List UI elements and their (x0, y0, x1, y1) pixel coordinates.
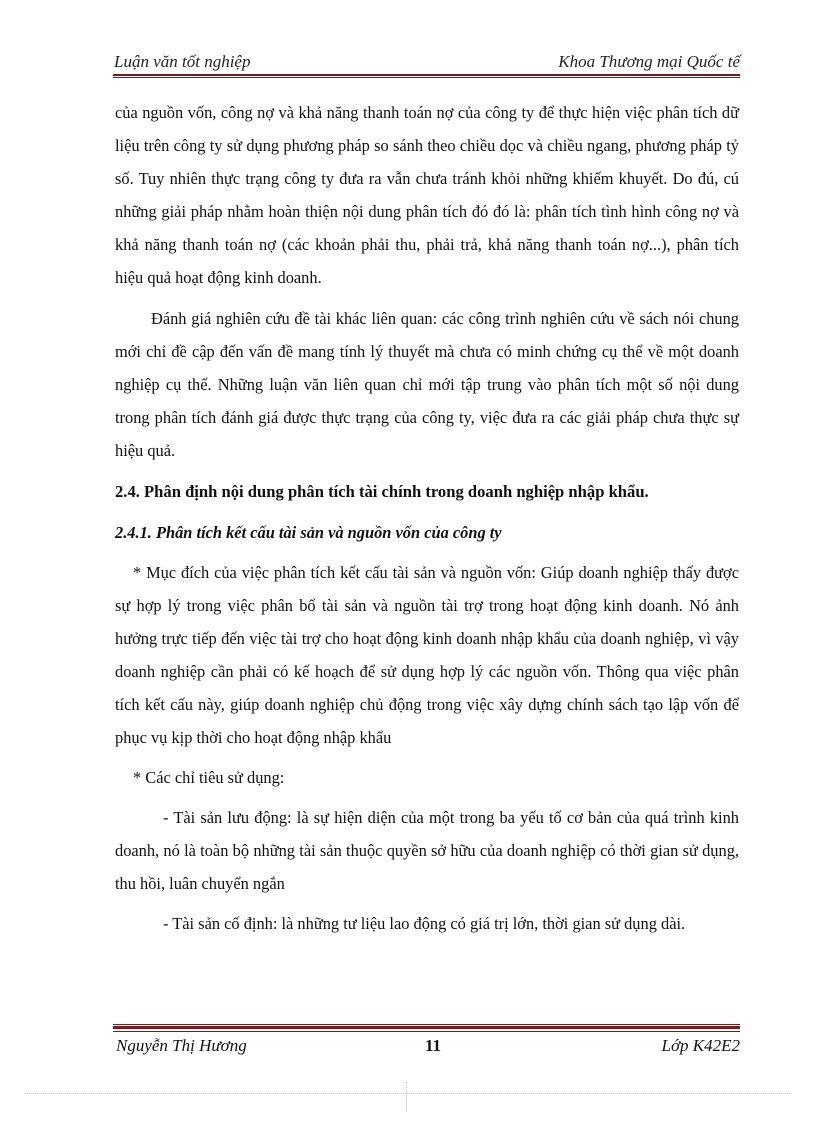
paragraph-indicators: * Các chỉ tiêu sử dụng: (133, 768, 285, 787)
page-break-line (24, 1093, 792, 1094)
page-footer (116, 1036, 740, 1060)
footer-rule-top (113, 1024, 740, 1025)
footer-author: Nguyễn Thị Hương (116, 1036, 247, 1055)
header-rule-thin (113, 77, 740, 78)
section-heading: 2.4. Phân định nội dung phân tích tài chính trong doanh nghiệp nhập khẩu. (115, 482, 649, 501)
document-body (115, 96, 739, 940)
paragraph-current-assets: - Tài sản lưu động: là sự hiện diện của một trong ba yếu tố cơ bản của quá trình kinh doanh, nó là toàn bộ những tài sản thuộc quyền sở hữu của doanh nghiệp có thời gian sử dụng, thu hồi, luân chuyển ngắn (115, 808, 739, 893)
paragraph-purpose: * Mục đích của việc phân tích kết cấu tài sản và nguồn vốn: Giúp doanh nghiệp thấy được sự hợp lý trong việc phân bổ tài sản và nguồn tài trợ trong hoạt động kinh doanh. Nó ảnh hưởng trực tiếp đến việc tài trợ cho hoạt động kinh doanh nhập khẩu của doanh nghiệp, vì vậy doanh nghiệp cần phải có kế hoạch để sử dụng hợp lý các nguồn vốn. Thông qua việc phân tích kết cấu này, giúp doanh nghiệp chủ động trong việc xây dựng chính sách tạo lập vốn để phục vụ kịp thời cho hoạt động nhập khẩu (115, 563, 739, 747)
footer-class: Lớp K42E2 (661, 1036, 740, 1055)
footer-rule-bottom (113, 1031, 740, 1032)
header-thesis-label: Luận văn tốt nghiệp (114, 52, 251, 71)
paragraph-fixed-assets: - Tài sản cố định: là những tư liệu lao động có giá trị lớn, thời gian sử dụng dài. (163, 914, 686, 933)
page-break-tick (406, 1082, 408, 1112)
subsection-heading: 2.4.1. Phân tích kết cấu tài sản và nguồn vốn của công ty (115, 523, 502, 542)
paragraph-1: của nguồn vốn, công nợ và khả năng thanh toán nợ của công ty để thực hiện việc phân tích dữ liệu trên công ty sử dụng phương pháp so sánh theo chiều dọc và chiều ngang, phương pháp tỷ số. Tuy nhiên thực trạng công ty đưa ra vẫn chưa tránh khỏi những khiếm khuyết. Do đú, cú những giải pháp nhằm hoàn thiện nội dung phân tích đó đó là: phân tích tình hình công nợ và khả năng thanh toán nợ (các khoản phải thu, phải trả, khả năng thanh toán nợ...), phân tích hiệu quả hoạt động kinh doanh. (115, 103, 739, 287)
footer-rule-thick (113, 1026, 740, 1029)
header-rule (113, 74, 740, 76)
page-number: 11 (424, 1036, 442, 1055)
header-faculty-label: Khoa Thương mại Quốc tế (558, 52, 740, 71)
page-header (114, 50, 740, 72)
paragraph-2: Đánh giá nghiên cứu đề tài khác liên quan: các công trình nghiên cứu về sách nói chung mới chỉ đề cập đến vấn đề mang tính lý thuyết mà chưa có minh chứng cụ thể về một doanh nghiệp cụ thể. Những luận văn liên quan chỉ mới tập trung vào phân tích một số nội dung trong phân tích đánh giá được thực trạng của công ty, việc đưa ra các giải pháp chưa thực sự hiệu quả. (115, 309, 739, 460)
